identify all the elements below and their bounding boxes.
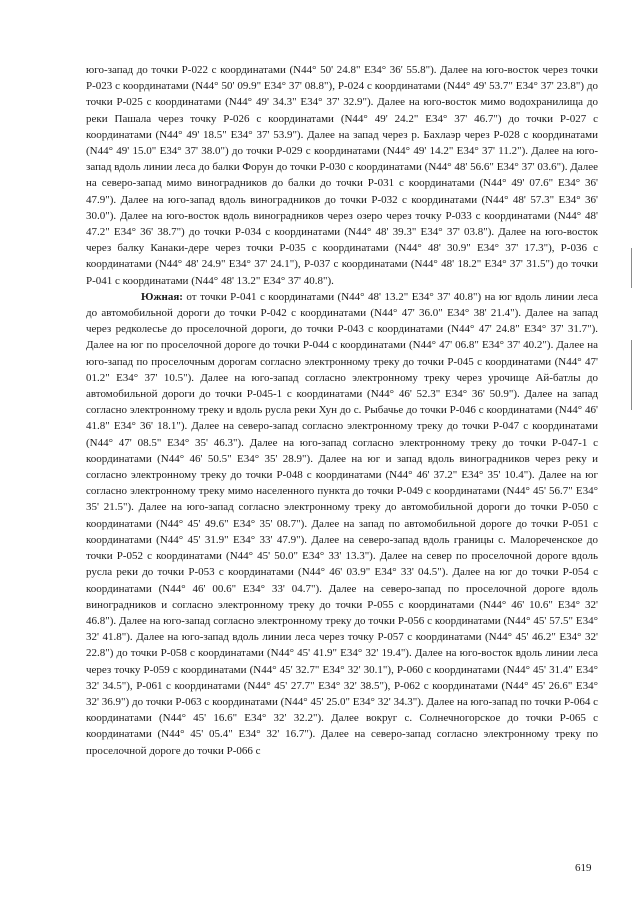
scan-margin-mark [631, 340, 632, 410]
paragraph-north-boundary: юго-запад до точки Р-022 с координатами (N44° 50' 24.8" E34° 36' 55.8"). Далее на юго-восток через точки Р-023 с координатами (N44° 50' 09.9" E34° 37' 08.8"), Р-024 с координатами (N44° 49' 53.7" E34° 37' 23.8") до точки Р-025 с координатами (N44° 49' 34.3" E34° 37' 32.9"). Далее на юго-восток мимо водохранилища до реки Пашала через точку Р-026 с координатами (N44° 49' 24.2" E34° 37' 46.7") до точки Р-027 с координатами (N44° 49' 18.5" E34° 37' 53.9"). Далее на запад через р. Бахлаэр через Р-028 с координатами (N44° 49' 15.0" E34° 37' 38.0") до точки Р-029 с координатами (N44° 49' 14.2" E34° 37' 11.2"). Далее на юго-запад вдоль линии леса до балки Форун до точки Р-030 с координатами (N44° 48' 56.6" E34° 37' 03.6"). Далее на северо-запад мимо виноградников до балки до точки Р-031 с координатами (N44° 49' 07.6" E34° 36' 47.9"). Далее на юго-запад вдоль виноградников до точки Р-032 с координатами (N44° 48' 57.3" E34° 36' 30.0"). Далее на юго-восток вдоль виноградников через озеро через точку Р-033 с координатами (N44° 48' 47.2" E34° 36' 38.7") до точки Р-034 с координатами (N44° 48' 39.3" E34° 37' 03.8"). Далее на юго-восток через балку Канаки-дере через точки Р-035 с координатами (N44° 48' 30.9" E34° 37' 17.3"), Р-036 с координатами (N44° 48' 24.9" E34° 37' 24.1"), Р-037 с координатами (N44° 48' 18.2" E34° 37' 31.5") до точки Р-041 с координатами (N44° 48' 13.2" E34° 37' 40.8"). [86, 64, 598, 287]
page-number: 619 [575, 862, 592, 874]
scan-margin-mark [631, 248, 632, 288]
section-label-south: Южная: [141, 290, 183, 303]
paragraph-south-text: от точки Р-041 с координатами (N44° 48' 13.2" E34° 37' 40.8") на юг вдоль линии леса до автомобильной дороги до точки Р-042 с координатами (N44° 47' 36.0" E34° 38' 21.4"). Далее на запад через редколесье до проселочной дороги, до точки Р-043 с координатами (N44° 47' 24.8" E34° 37' 31.7"). Далее на юг по проселочной дороге до точки Р-044 с координатами (N44° 47' 06.8" E34° 37' 40.2"). Далее на юго-запад по проселочным дорогам согласно электронному треку до точки Р-045 с координатами (N44° 47' 01.2" E34° 37' 10.5"). Далее на юго-запад согласно электронному треку через урочище Ай-батлы до автомобильной дороги до точки Р-045-1 с координатами (N44° 46' 52.3" E34° 36' 50.9"). Далее на запад согласно электронному треку и вдоль русла реки Хун до с. Рыбачье до точки Р-046 с координатами (N44° 46' 41.8" E34° 36' 18.1"). Далее на северо-запад согласно электронному треку до точки Р-047 с координатами (N44° 47' 08.5" E34° 35' 46.3"). Далее на юго-запад согласно электронному треку до точки Р-047-1 с координатами (N44° 46' 50.5" E34° 35' 28.9"). Далее на юг и запад вдоль виноградников через реку и согласно электронному треку до точки Р-048 с координатами (N44° 46' 37.2" E34° 35' 10.4"). Далее на юг согласно электронному треку мимо населенного пункта до точки Р-049 с координатами (N44° 45' 56.7" E34° 35' 21.5"). Далее на юго-запад согласно электронному треку до автомобильной дороги до точки Р-050 с координатами (N44° 45' 49.6" E34° 35' 08.7"). Далее на запад по автомобильной дороге до точки Р-051 с координатами (N44° 45' 31.9" E34° 33' 47.9"). Далее на северо-запад вдоль границы с. Малореченское до точки Р-052 с координатами (N44° 45' 50.0" E34° 33' 13.3"). Далее на север по проселочной дороге вдоль русла реки до точки Р-053 с координатами (N44° 46' 03.9" E34° 33' 04.5"). Далее на юг до точки Р-054 с координатами (N44° 46' 00.6" E34° 33' 04.7"). Далее на северо-запад по проселочной дороге вдоль виноградников и согласно электронному треку до точки Р-055 с координатами (N44° 46' 10.6" E34° 32' 46.8"). Далее на юго-запад согласно электронному треку до точки Р-056 с координатами (N44° 45' 57.5" E34° 32' 41.8"). Далее на юго-запад вдоль линии леса через точку Р-057 с координатами (N44° 45' 46.2" E34° 32' 22.8") до точки Р-058 с координатами (N44° 45' 41.9" E34° 32' 19.4"). Далее на юго-восток вдоль линии леса через точку Р-059 с координатами (N44° 45' 32.7" E34° 32' 30.1"), Р-060 с координатами (N44° 45' 31.4" E34° 32' 34.5"), Р-061 с координатами (N44° 45' 27.7" E34° 32' 38.5"), Р-062 с координатами (N44° 45' 26.6" E34° 32' 36.9") до точки Р-063 с координатами (N44° 45' 25.0" E34° 32' 34.3"). Далее на юго-запад по точки Р-064 с координатами (N44° 45' 16.6" E34° 32' 32.2"). Далее вокруг с. Солнечногорское до точки Р-065 с координатами (N44° 45' 05.4" E34° 32' 16.7"). Далее на северо-запад согласно электронному треку по проселочной дороге до точки Р-066 с [86, 290, 598, 757]
paragraph-south-boundary [86, 289, 598, 759]
body-text [86, 62, 598, 759]
